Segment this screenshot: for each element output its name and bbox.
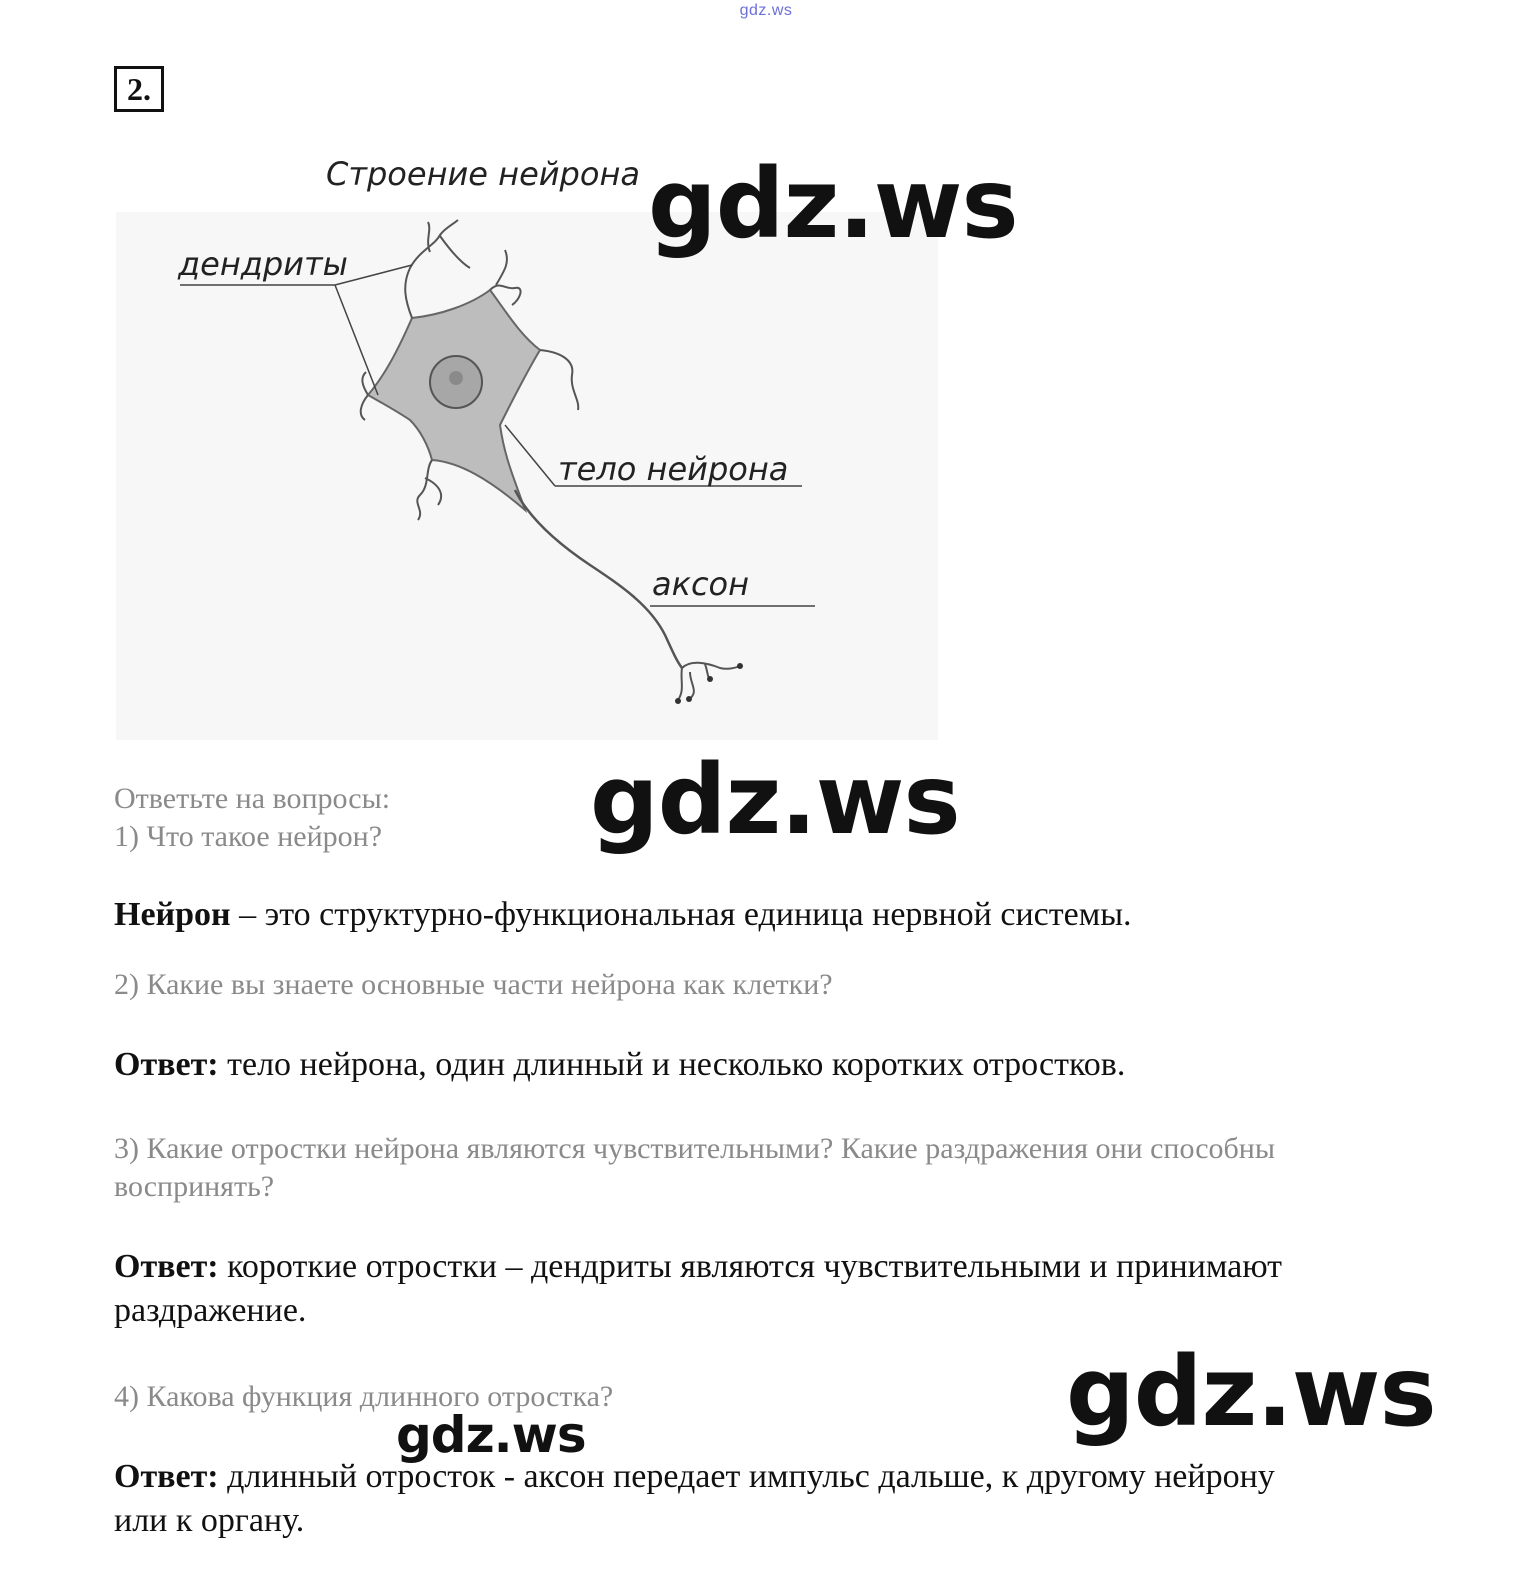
question-2: 2) Какие вы знаете основные части нейрона как клетки? bbox=[114, 968, 833, 1001]
answer-4-lead: Ответ: bbox=[114, 1458, 219, 1495]
answer-2-text: тело нейрона, один длинный и несколько коротких отростков. bbox=[218, 1046, 1126, 1083]
answer-4-text: длинный отросток - аксон передает импульс дальше, к другому нейрону или к органу. bbox=[114, 1458, 1275, 1539]
watermark: gdz.ws bbox=[648, 148, 1018, 260]
label-neuron-body: тело нейрона bbox=[558, 450, 789, 488]
question-4: 4) Какова функция длинного отростка? bbox=[114, 1380, 614, 1413]
answer-1-lead: Нейрон bbox=[114, 896, 231, 933]
answer-1 bbox=[114, 893, 1414, 937]
label-axon: аксон bbox=[652, 565, 750, 603]
task-number: 2. bbox=[114, 66, 164, 112]
dendrite bbox=[405, 220, 458, 318]
answer-2 bbox=[114, 1043, 1414, 1087]
answer-3-text: короткие отростки – дендриты являются чувствительными и принимают раздражение. bbox=[114, 1248, 1283, 1329]
watermark: gdz.ws bbox=[396, 1406, 586, 1464]
answer-4 bbox=[114, 1455, 1314, 1543]
intro-text: Ответьте на вопросы: bbox=[114, 782, 391, 815]
watermark: gdz.ws bbox=[590, 744, 960, 856]
dendrite bbox=[417, 460, 432, 520]
dendrite bbox=[540, 350, 578, 410]
top-watermark: gdz.ws bbox=[739, 2, 793, 19]
dendrites-pointer bbox=[180, 265, 412, 395]
neuron-diagram bbox=[0, 0, 1532, 760]
answer-3 bbox=[114, 1245, 1294, 1333]
diagram-title: Строение нейрона bbox=[326, 155, 640, 193]
question-1: 1) Что такое нейрон? bbox=[114, 820, 383, 853]
answer-3-lead: Ответ: bbox=[114, 1248, 219, 1285]
answer-2-lead: Ответ: bbox=[114, 1046, 219, 1083]
watermark: gdz.ws bbox=[1066, 1336, 1436, 1448]
label-dendrites: дендриты bbox=[178, 245, 348, 283]
answer-1-text: – это структурно-функциональная единица нервной системы. bbox=[230, 896, 1132, 933]
dendrite bbox=[361, 372, 368, 420]
question-3: 3) Какие отростки нейрона являются чувствительными? Какие раздражения они способны воспринять? bbox=[114, 1132, 1276, 1203]
